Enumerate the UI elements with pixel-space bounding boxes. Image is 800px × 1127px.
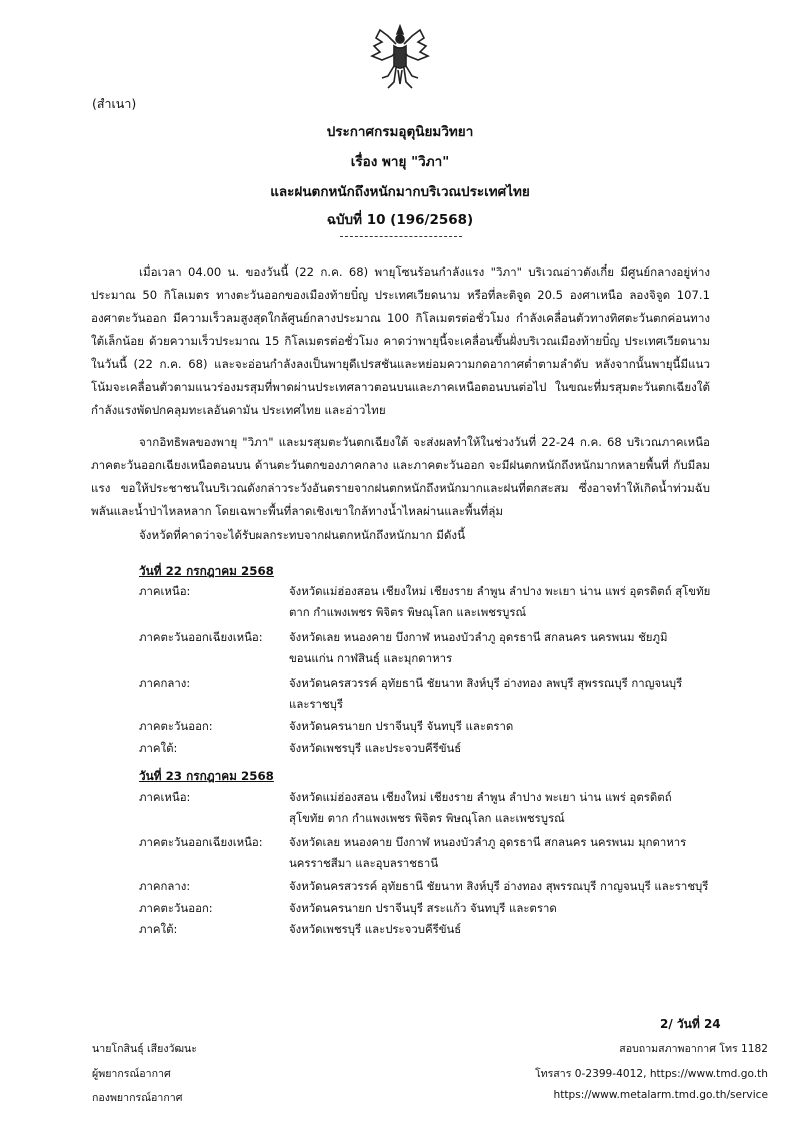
- province-list: [289, 581, 711, 623]
- date-heading: วันที่ 22 กรกฎาคม 2568: [139, 564, 274, 578]
- province-line: ขอนแก่น กาฬสินธุ์ และมุกดาหาร: [289, 651, 453, 665]
- province-line: จังหวัดเลย หนองคาย บึงกาฬ หนองบัวลำภู อุดรธานี สกลนคร นครพนม มุกดาหาร: [289, 835, 687, 849]
- forecaster-division: กองพยากรณ์อากาศ: [92, 1092, 183, 1104]
- region-label: ภาคตะวันออกเฉียงเหนือ:: [139, 835, 263, 849]
- province-line: จังหวัดนครสวรรค์ อุทัยธานี ชัยนาท สิงห์บุรี อ่างทอง สุพรรณบุรี กาญจนบุรี และราชบุรี: [289, 879, 709, 893]
- region-label: ภาคตะวันออก:: [139, 901, 213, 915]
- province-list: [289, 787, 711, 829]
- region-label: ภาคเหนือ:: [139, 584, 191, 598]
- province-line: จังหวัดนครสวรรค์ อุทัยธานี ชัยนาท สิงห์บุรี อ่างทอง ลพบุรี สุพรรณบุรี กาญจนบุรี: [289, 676, 683, 690]
- province-list: [289, 919, 711, 940]
- paragraph-1: [91, 261, 710, 422]
- province-list: [289, 876, 711, 897]
- date-heading: วันที่ 23 กรกฎาคม 2568: [139, 769, 274, 783]
- province-list: [289, 627, 711, 669]
- copy-label: (สำเนา): [92, 96, 137, 111]
- province-line: ตาก กำแพงเพชร พิจิตร พิษณุโลก และเพชรบูรณ์: [289, 605, 527, 619]
- province-line: จังหวัดเพชรบุรี และประจวบคีรีขันธ์: [289, 922, 462, 936]
- province-line: จังหวัดนครนายก ปราจีนบุรี จันทบุรี และตราด: [289, 719, 514, 733]
- region-label: ภาคใต้:: [139, 922, 178, 936]
- announcement-title: ประกาศกรมอุตุนิยมวิทยา: [326, 124, 474, 140]
- weather-hotline: สอบถามสภาพอากาศ โทร 1182: [619, 1043, 768, 1055]
- province-line: นครราชสีมา และอุบลราชธานี: [289, 856, 439, 870]
- paragraph-2: [91, 431, 710, 523]
- region-label: ภาคกลาง:: [139, 879, 191, 893]
- subject-line: เรื่อง พายุ "วิภา": [350, 154, 450, 170]
- region-label: ภาคเหนือ:: [139, 790, 191, 804]
- province-list: [289, 716, 711, 737]
- issue-number: ฉบับที่ 10 (196/2568): [326, 212, 474, 228]
- province-list: [289, 898, 711, 919]
- garuda-emblem: [368, 22, 432, 92]
- province-line: จังหวัดแม่ฮ่องสอน เชียงใหม่ เชียงราย ลำพูน ลำปาง พะเยา น่าน แพร่ อุตรดิตถ์ สุโขทัย: [289, 584, 711, 598]
- region-label: ภาคตะวันออกเฉียงเหนือ:: [139, 630, 263, 644]
- paragraph-2-text: จากอิทธิพลของพายุ "วิภา" และมรสุมตะวันตกเฉียงใต้ จะส่งผลทำให้ในช่วงวันที่ 22-24 ก.ค. 68 บริเวณภาคเหนือ ภาคตะวันออกเฉียงเหนือตอนบน ด้านตะวันตกของภาคกลาง และภาคตะวันออก จะมีฝนตกหนักถึงหนักมากหลายพื้นที่ กับมีลมแรง ขอให้ประชาชนในบริเวณดังกล่าวระวังอันตรายจากฝนตกหนักถึงหนักมากและฝนที่ตกสะสม ซึ่งอาจทำให้เกิดน้ำท่วมฉับพลันและน้ำป่าไหลหลาก โดยเฉพาะพื้นที่ลาดเชิงเขาใกล้ทางน้ำไหลผ่านและพื้นที่ลุ่ม: [91, 435, 710, 518]
- provinces-intro: จังหวัดที่คาดว่าจะได้รับผลกระทบจากฝนตกหนักถึงหนักมาก มีดังนี้: [139, 528, 465, 542]
- subject-line-2: และฝนตกหนักถึงหนักมากบริเวณประเทศไทย: [270, 184, 530, 200]
- forecaster-position: ผู้พยากรณ์อากาศ: [92, 1068, 171, 1080]
- fax-website: โทรสาร 0-2399-4012, https://www.tmd.go.th: [534, 1068, 768, 1080]
- forecaster-name: นายโกสินธุ์ เสียงวัฒนะ: [92, 1043, 197, 1055]
- province-line: จังหวัดนครนายก ปราจีนบุรี สระแก้ว จันทบุรี และตราด: [289, 901, 557, 915]
- paragraph-1-text: เมื่อเวลา 04.00 น. ของวันนี้ (22 ก.ค. 68) พายุโซนร้อนกำลังแรง "วิภา" บริเวณอ่าวตังเกี๋ย มีศูนย์กลางอยู่ห่างประมาณ 50 กิโลเมตร ทางตะวันออกของเมืองท้ายบิ๋ญ ประเทศเวียดนาม หรือที่ละติจูด 20.5 องศาเหนือ ลองจิจูด 107.1 องศาตะวันออก มีความเร็วลมสูงสุดใกล้ศูนย์กลางประมาณ 100 กิโลเมตรต่อชั่วโมง กำลังเคลื่อนตัวทางทิศตะวันตกค่อนทางใต้เล็กน้อย ด้วยความเร็วประมาณ 15 กิโลเมตรต่อชั่วโมง คาดว่าพายุนี้จะเคลื่อนขึ้นฝั่งบริเวณเมืองท้ายบิ๋ญ ประเทศเวียดนามในวันนี้ (22 ก.ค. 68) และจะอ่อนกำลังลงเป็นพายุดีเปรสชันและหย่อมความกดอากาศต่ำตามลำดับ หลังจากนั้นพายุนี้มีแนวโน้มจะเคลื่อนตัวตามแนวร่องมรสุมที่พาดผ่านประเทศลาวตอนบนและภาคเหนือตอนบนต่อไป ในขณะที่มรสุมตะวันตกเฉียงใต้กำลังแรงพัดปกคลุมทะเลอันดามัน ประเทศไทย และอ่าวไทย: [91, 265, 710, 417]
- province-line: จังหวัดเลย หนองคาย บึงกาฬ หนองบัวลำภู อุดรธานี สกลนคร นครพนม ชัยภูมิ: [289, 630, 668, 644]
- province-line: จังหวัดแม่ฮ่องสอน เชียงใหม่ เชียงราย ลำพูน ลำปาง พะเยา น่าน แพร่ อุตรดิตถ์: [289, 790, 672, 804]
- province-list: [289, 738, 711, 759]
- region-label: ภาคกลาง:: [139, 676, 191, 690]
- province-line: สุโขทัย ตาก กำแพงเพชร พิจิตร พิษณุโลก และเพชรบูรณ์: [289, 811, 565, 825]
- province-line: จังหวัดเพชรบุรี และประจวบคีรีขันธ์: [289, 741, 462, 755]
- province-list: [289, 832, 711, 874]
- service-link[interactable]: https://www.metalarm.tmd.go.th/service: [553, 1089, 768, 1101]
- continuation-marker: 2/ วันที่ 24: [660, 1017, 721, 1031]
- province-line: และราชบุรี: [289, 697, 344, 711]
- province-list: [289, 673, 711, 715]
- region-label: ภาคตะวันออก:: [139, 719, 213, 733]
- divider: [340, 236, 462, 237]
- region-label: ภาคใต้:: [139, 741, 178, 755]
